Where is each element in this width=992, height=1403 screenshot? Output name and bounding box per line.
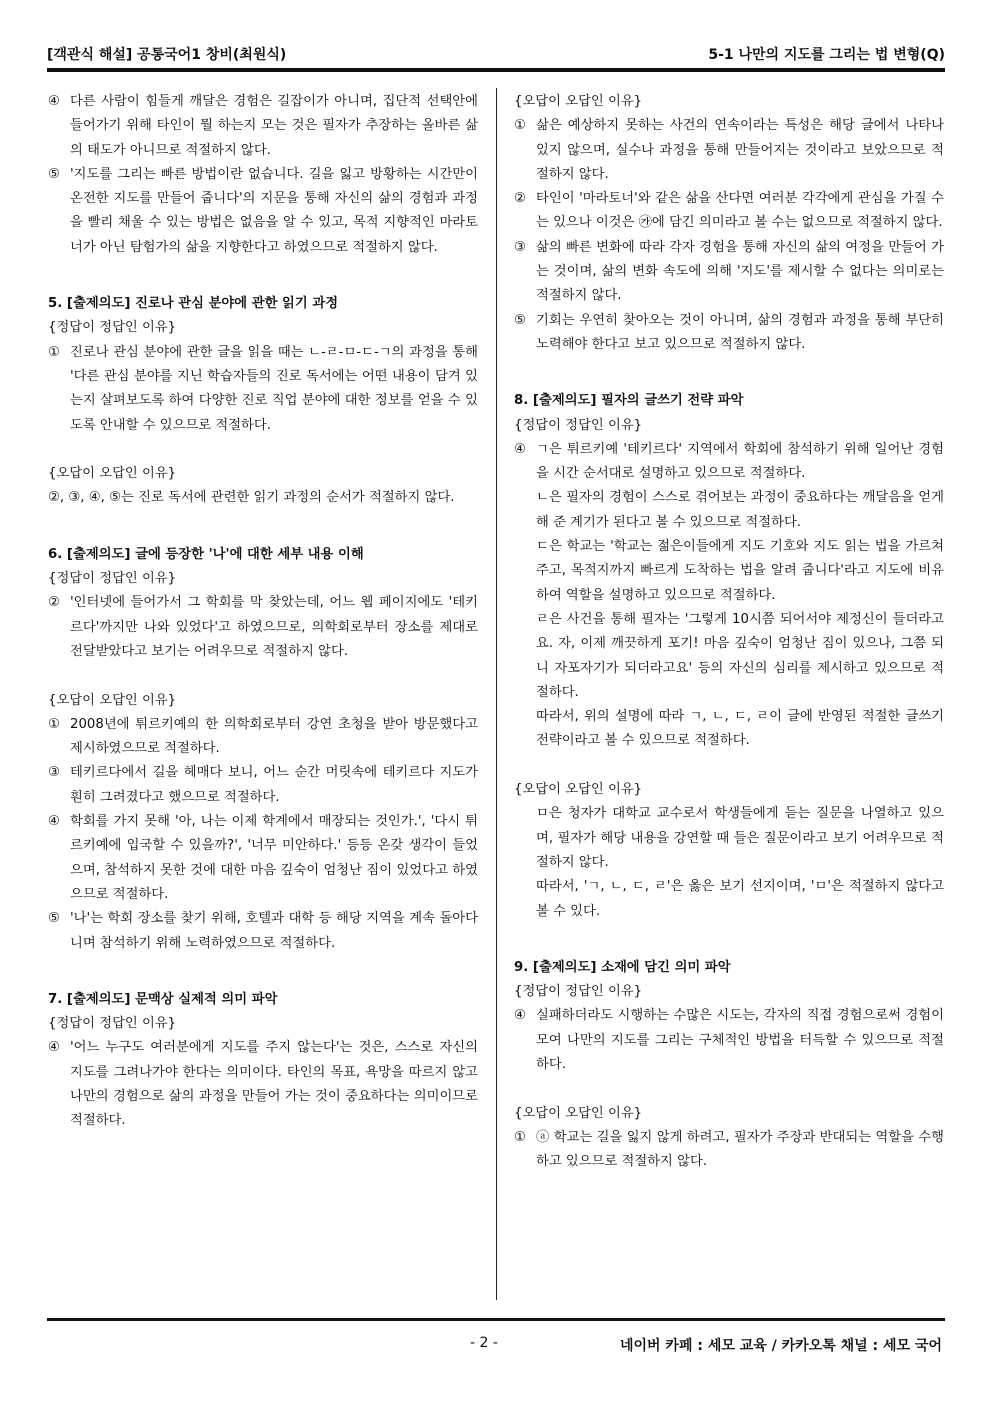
item-marker: ①	[48, 344, 60, 360]
item-text: '지도를 그리는 빠른 방법이란 없습니다. 길을 잃고 방황하는 시간만이 온전한 지도를 만들어 줍니다'의 지문을 통해 자신의 삶의 경험과 과정을 빨리 채울 수 있는 방법은 없음을 알 수 있고, 목적 지향적인 마라토너가 아닌 탐험가의 삶을 지향한다고 하였으므로 적절하지 않다.	[70, 166, 478, 255]
list-item	[48, 486, 478, 510]
list-item	[48, 163, 478, 260]
item-marker: ②	[48, 595, 60, 611]
item-text: 기회는 우연히 찾아오는 것이 아니며, 삶의 경험과 과정을 통해 부단히 노력해야 한다고 보고 있으므로 적절하지 않다.	[536, 312, 944, 352]
q6-title: 6. [출제의도] 글에 등장한 '나'에 대한 세부 내용 이해	[48, 546, 364, 562]
item-marker: ④	[514, 441, 526, 457]
q8-title: 8. [출제의도] 필자의 글쓰기 전략 파악	[514, 393, 744, 409]
q9-correct-label: {정답이 정답인 이유}	[514, 984, 643, 1000]
list-item	[514, 438, 944, 487]
page-header	[47, 44, 945, 70]
item-text: 2008년에 튀르키예의 한 의학회로부터 강연 초청을 받아 방문했다고 제시하였으므로 적절하다.	[70, 716, 478, 757]
q5-title: 5. [출제의도] 진로나 관심 분야에 관한 읽기 과정	[48, 296, 339, 312]
item-marker: ⑤	[514, 312, 526, 328]
paragraph: ㄹ은 사건을 통해 필자는 '그렇게 10시쯤 되어서야 제정신이 들더라고요. 자, 이제 깨끗하게 포기! 마음 깊숙이 엄청난 짐이 있으나, 그쯤 되니 자포자기가 되더라고요' 등의 자신의 심리를 제시하고 있으므로 적절하다.	[536, 611, 944, 700]
item-marker: ⑤	[48, 166, 60, 182]
item-marker: ③	[48, 765, 60, 781]
item-marker: ④	[48, 814, 60, 830]
q8-correct-label: {정답이 정답인 이유}	[514, 417, 643, 433]
item-text: 삶은 예상하지 못하는 사건의 연속이라는 특성은 해당 글에서 나타나 있지 않으며, 실수나 과정을 통해 만들어지는 것이라고 보았으므로 적절하지 않다.	[536, 118, 944, 182]
item-marker: ①	[514, 118, 526, 134]
item-text: 다른 사람이 힘들게 깨달은 경험은 길잡이가 아니며, 집단적 선택안에 들어가기 위해 타인이 뭘 하는지 모는 것은 필자가 추장하는 올바른 삶의 태도가 아니므로 적절하지 않다.	[70, 94, 478, 158]
list-item	[514, 309, 944, 358]
list-item	[514, 236, 944, 309]
item-marker: ①	[514, 1129, 526, 1145]
list-item	[48, 907, 478, 956]
list-item	[48, 810, 478, 907]
item-marker: ②, ③, ④, ⑤	[48, 490, 122, 506]
page-number: - 2 -	[470, 1335, 498, 1351]
list-item	[48, 713, 478, 762]
item-text: ㄱ은 튀르키예 '테키르다' 지역에서 학회에 참석하기 위해 일어난 경험을 시간 순서대로 설명하고 있으므로 적절하다.	[536, 441, 944, 482]
item-marker: ④	[48, 1040, 60, 1056]
item-marker: ②	[514, 191, 526, 207]
q5-wrong-label: {오답이 오답인 이유}	[48, 466, 177, 482]
q6-wrong-label: {오답이 오답인 이유}	[48, 692, 177, 708]
header-left-title: [객관식 해설] 공통국어1 창비(최원식)	[47, 47, 287, 63]
item-text: 테키르다에서 길을 헤매다 보니, 어느 순간 머릿속에 테키르다 지도가 훤히 그려졌다고 했으므로 적절하다.	[70, 765, 478, 805]
list-item	[514, 187, 944, 236]
column-divider	[496, 88, 497, 1300]
q6-correct-label: {정답이 정답인 이유}	[48, 571, 177, 587]
item-marker: ⑤	[48, 911, 60, 927]
item-marker: ④	[514, 1008, 526, 1024]
list-item	[48, 341, 478, 438]
item-text: 실패하더라도 시행하는 수많은 시도는, 각자의 직접 경험으로써 경험이 모여 나만의 지도를 그리는 구체적인 방법을 터득할 수 있으므로 적절하다.	[536, 1008, 944, 1072]
q8-wrong-label: {오답이 오답인 이유}	[514, 782, 643, 798]
paragraph: ㄷ은 학교는 '학교는 젊은이들에게 지도 기호와 지도 읽는 법을 가르쳐 주고, 목적지까지 빠르게 도착하는 법을 알려 줍니다'라고 지도에 비유하여 역할을 설명하고 있으므로 적절하다.	[536, 539, 944, 603]
header-right-title: 5-1 나만의 지도를 그리는 법 변형(Q)	[708, 47, 945, 63]
paragraph: 따라서, 위의 설명에 따라 ㄱ, ㄴ, ㄷ, ㄹ이 글에 반영된 적절한 글쓰기 전략이라고 볼 수 있으므로 적절하다.	[536, 709, 944, 749]
item-text: 는 진로 독서에 관련한 읽기 과정의 순서가 적절하지 않다.	[121, 490, 455, 506]
paragraph: 따라서, 'ㄱ, ㄴ, ㄷ, ㄹ'은 옳은 보기 선지이며, 'ㅁ'은 적절하지 않다고 볼 수 있다.	[536, 879, 944, 919]
paragraph: ㅁ은 청자가 대학교 교수로서 학생들에게 듣는 질문을 나열하고 있으며, 필자가 해당 내용을 강연할 때 들은 질문이라고 보기 어려우므로 적절하지 않다.	[536, 806, 944, 870]
list-item	[514, 114, 944, 187]
list-item	[48, 90, 478, 163]
q5-correct-label: {정답이 정답인 이유}	[48, 320, 177, 336]
footer-rule	[47, 1318, 945, 1321]
q9-title: 9. [출제의도] 소재에 담긴 의미 파악	[514, 959, 731, 975]
list-item	[48, 761, 478, 810]
item-marker: ④	[48, 94, 60, 109]
list-item	[514, 1004, 944, 1077]
item-text: 진로나 관심 분야에 관한 글을 읽을 때는 ㄴ-ㄹ-ㅁ-ㄷ-ㄱ의 과정을 통해 '다른 관심 분야를 지닌 학습자들의 진로 독서에는 어떤 내용이 담겨 있는지 살펴보도록 하여 다양한 진로 직업 분야에 대한 정보를 얻을 수 있도록 안내할 수 있으므로 적절하다.	[70, 344, 478, 433]
footer-channel-info: 네이버 카페 : 세모 교육 / 카카오톡 채널 : 세모 국어	[619, 1338, 942, 1354]
paragraph: ㄴ은 필자의 경험이 스스로 겪어보는 과정이 중요하다는 깨달음을 얻게 해 준 계기가 된다고 볼 수 있으므로 적절하다.	[536, 490, 944, 530]
item-text: 삶의 빠른 변화에 따라 각자 경험을 통해 자신의 삶의 여정을 만들어 가는 것이며, 삶의 변화 속도에 의해 '지도'를 제시할 수 없다는 의미로는 적절하지 않다.	[536, 239, 944, 304]
item-marker: ①	[48, 716, 60, 732]
item-marker: ③	[514, 239, 526, 255]
left-column	[48, 90, 478, 1134]
list-item	[48, 1036, 478, 1133]
item-text: 타인이 '마라토너'와 같은 삶을 산다면 여러분 각각에게 관심을 가질 수는 있으나 이것은 ㉮에 담긴 의미라고 볼 수는 없으므로 적절하지 않다.	[536, 191, 944, 231]
item-text: ⓐ 학교는 길을 잃지 않게 하려고, 필자가 주장과 반대되는 역할을 수행하고 있으므로 적절하지 않다.	[536, 1129, 944, 1170]
list-item	[514, 1126, 944, 1175]
q7-correct-label: {정답이 정답인 이유}	[48, 1016, 177, 1032]
q7-title: 7. [출제의도] 문맥상 실제적 의미 파악	[48, 991, 278, 1007]
list-item	[48, 591, 478, 664]
item-text: '나'는 학회 장소를 찾기 위해, 호텔과 대학 등 해당 지역을 계속 돌아다니며 참석하기 위해 노력하였으므로 적절하다.	[70, 911, 478, 951]
item-text: '인터넷에 들어가서 그 학회를 막 찾았는데, 어느 웹 페이지에도 '테키르다'까지만 나와 있었다'고 하였으므로, 의학회로부터 장소를 제대로 전달받았다고 보기는 어려우므로 적절하지 않다.	[70, 595, 478, 659]
header-rule	[47, 68, 945, 72]
q7-wrong-label: {오답이 오답인 이유}	[514, 94, 643, 109]
q9-wrong-label: {오답이 오답인 이유}	[514, 1105, 643, 1121]
right-column	[514, 90, 944, 1174]
item-text: 학회를 가지 못해 '아, 나는 이제 학계에서 매장되는 것인가.', '다시 튀르키예에 입국할 수 있을까?', '너무 미안하다.' 등등 온갖 생각이 들었으며, 참석하지 못한 것에 대한 마음 깊숙이 엄청난 짐이 있었다고 하였으므로 적절하다.	[70, 814, 478, 902]
item-text: '어느 누구도 여러분에게 지도를 주지 않는다'는 것은, 스스로 자신의 지도를 그려나가야 한다는 의미이다. 타인의 목표, 욕망을 따르지 않고 나만의 경험으로 삶의 과정을 만들어 가는 것이 중요하다는 의미이므로 적절하다.	[70, 1040, 478, 1129]
